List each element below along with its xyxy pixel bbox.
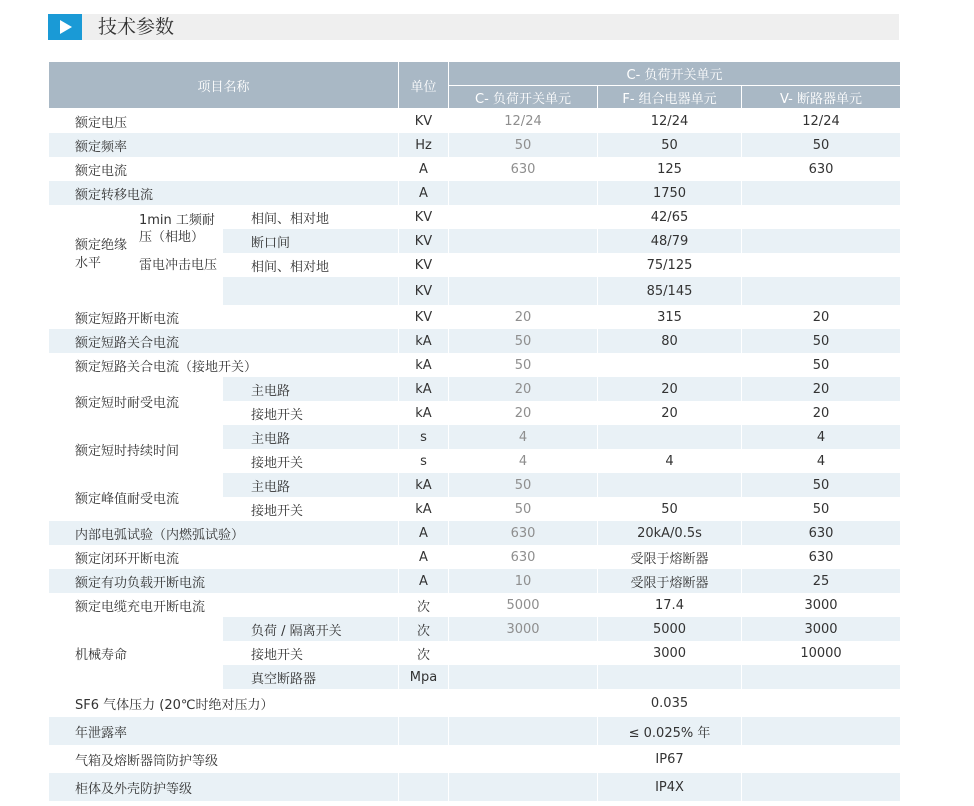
row-label: 额定峰值耐受电流 — [49, 473, 223, 521]
table-row — [49, 717, 901, 745]
unit-cell: A — [399, 157, 449, 181]
c-cell — [449, 641, 598, 665]
table-row — [49, 205, 901, 229]
sub-label: 主电路 — [223, 473, 399, 497]
row-label: 气箱及熔断器筒防护等级 — [49, 745, 399, 773]
unit-cell: 次 — [399, 617, 449, 641]
f-cell: 12/24 — [598, 109, 742, 134]
f-cell: 4 — [598, 449, 742, 473]
table-row — [49, 157, 901, 181]
v-cell — [742, 277, 901, 305]
f-cell: 50 — [598, 133, 742, 157]
sub-label: 负荷 / 隔离开关 — [223, 617, 399, 641]
table-row — [49, 425, 901, 449]
v-cell: 3000 — [742, 617, 901, 641]
table-row — [49, 329, 901, 353]
f-cell: 315 — [598, 305, 742, 329]
table-row — [49, 745, 901, 773]
row-label: 额定频率 — [49, 133, 399, 157]
spec-table — [48, 61, 901, 801]
v-cell — [742, 181, 901, 205]
sub-label: 接地开关 — [223, 497, 399, 521]
table-row — [49, 569, 901, 593]
f-cell: 85/145 — [598, 277, 742, 305]
table-row — [49, 473, 901, 497]
f-cell: 42/65 — [598, 205, 742, 229]
row-label: 额定短路关合电流 — [49, 329, 399, 353]
table-row — [49, 133, 901, 157]
header-unit: 单位 — [399, 62, 449, 109]
row-label: 额定闭环开断电流 — [49, 545, 399, 569]
c-cell: 10 — [449, 569, 598, 593]
f-cell: 50 — [598, 497, 742, 521]
table-row — [49, 593, 901, 617]
row-label: 年泄露率 — [49, 717, 399, 745]
unit-cell: kA — [399, 329, 449, 353]
row-label: 额定电流 — [49, 157, 399, 181]
f-cell: ≤ 0.025% 年 — [598, 717, 742, 745]
row-label: 额定短路开断电流 — [49, 305, 399, 329]
row-label: 额定短路关合电流（接地开关） — [49, 353, 399, 377]
sub-label: 主电路 — [223, 377, 399, 401]
row-label: 额定短时持续时间 — [49, 425, 223, 473]
v-cell: 630 — [742, 545, 901, 569]
row-label: SF6 气体压力 (20℃时绝对压力） — [49, 689, 399, 717]
f-cell: IP4X — [598, 773, 742, 801]
v-cell — [742, 745, 901, 773]
sub-sub-label: 相间、相对地 — [223, 253, 399, 277]
unit-cell: A — [399, 181, 449, 205]
sub-sub-label: 相间、相对地 — [223, 205, 399, 229]
row-label: 额定短时耐受电流 — [49, 377, 223, 425]
c-cell: 50 — [449, 353, 598, 377]
unit-cell: A — [399, 521, 449, 545]
section-title: 技术参数 — [98, 16, 175, 38]
row-label: 柜体及外壳防护等级 — [49, 773, 399, 801]
play-arrow-icon — [48, 14, 82, 40]
f-cell: 75/125 — [598, 253, 742, 277]
c-cell — [449, 773, 598, 801]
row-label: 额定有功负载开断电流 — [49, 569, 399, 593]
f-cell: 48/79 — [598, 229, 742, 253]
unit-cell: kA — [399, 473, 449, 497]
f-cell: 125 — [598, 157, 742, 181]
header-col-f: F- 组合电器单元 — [598, 86, 742, 109]
f-cell: IP67 — [598, 745, 742, 773]
row-label: 内部电弧试验（内燃弧试验） — [49, 521, 399, 545]
c-cell: 50 — [449, 473, 598, 497]
unit-cell: A — [399, 545, 449, 569]
c-cell — [449, 689, 598, 717]
f-cell: 3000 — [598, 641, 742, 665]
c-cell — [449, 229, 598, 253]
v-cell: 25 — [742, 569, 901, 593]
sub-label: 真空断路器 — [223, 665, 399, 689]
f-cell: 受限于熔断器 — [598, 545, 742, 569]
unit-cell: KV — [399, 205, 449, 229]
f-cell: 80 — [598, 329, 742, 353]
v-cell: 20 — [742, 377, 901, 401]
c-cell — [449, 277, 598, 305]
unit-cell: KV — [399, 253, 449, 277]
v-cell — [742, 253, 901, 277]
v-cell: 4 — [742, 425, 901, 449]
unit-cell: 次 — [399, 593, 449, 617]
c-cell: 630 — [449, 545, 598, 569]
unit-cell: kA — [399, 401, 449, 425]
f-cell — [598, 353, 742, 377]
f-cell: 17.4 — [598, 593, 742, 617]
v-cell: 20 — [742, 305, 901, 329]
unit-cell: A — [399, 569, 449, 593]
row-label: 额定电压 — [49, 109, 399, 134]
table-row — [49, 253, 901, 277]
v-cell: 3000 — [742, 593, 901, 617]
unit-cell — [399, 745, 449, 773]
f-cell: 0.035 — [598, 689, 742, 717]
c-cell — [449, 665, 598, 689]
section-title-bar — [48, 14, 899, 40]
table-row — [49, 181, 901, 205]
table-row — [49, 773, 901, 801]
sub-label: 接地开关 — [223, 401, 399, 425]
sub-label: 接地开关 — [223, 641, 399, 665]
v-cell: 10000 — [742, 641, 901, 665]
unit-cell: KV — [399, 229, 449, 253]
c-cell — [449, 205, 598, 229]
row-label: 额定绝缘水平 — [49, 205, 135, 305]
unit-cell: KV — [399, 305, 449, 329]
c-cell: 50 — [449, 329, 598, 353]
c-cell: 4 — [449, 425, 598, 449]
table-row — [49, 305, 901, 329]
unit-cell — [399, 773, 449, 801]
f-cell — [598, 425, 742, 449]
sub-label: 接地开关 — [223, 449, 399, 473]
sub-sub-label — [223, 277, 399, 305]
header-item-name: 项目名称 — [49, 62, 399, 109]
v-cell — [742, 665, 901, 689]
c-cell: 4 — [449, 449, 598, 473]
c-cell: 50 — [449, 133, 598, 157]
unit-cell: s — [399, 449, 449, 473]
v-cell — [742, 229, 901, 253]
c-cell: 630 — [449, 157, 598, 181]
unit-cell: KV — [399, 277, 449, 305]
sub-label: 1min 工频耐压（相地） — [135, 205, 223, 253]
c-cell: 20 — [449, 401, 598, 425]
c-cell: 50 — [449, 497, 598, 521]
f-cell: 20 — [598, 377, 742, 401]
c-cell: 12/24 — [449, 109, 598, 134]
row-label: 机械寿命 — [49, 617, 223, 689]
v-cell: 630 — [742, 157, 901, 181]
unit-cell: KV — [399, 109, 449, 134]
table-row — [49, 353, 901, 377]
v-cell: 630 — [742, 521, 901, 545]
table-row — [49, 617, 901, 641]
c-cell — [449, 745, 598, 773]
f-cell — [598, 665, 742, 689]
table-row — [49, 377, 901, 401]
table-row — [49, 689, 901, 717]
table-row — [49, 521, 901, 545]
unit-cell: Mpa — [399, 665, 449, 689]
row-label: 额定转移电流 — [49, 181, 399, 205]
unit-cell: Hz — [399, 133, 449, 157]
v-cell: 4 — [742, 449, 901, 473]
v-cell — [742, 717, 901, 745]
v-cell: 12/24 — [742, 109, 901, 134]
v-cell: 50 — [742, 133, 901, 157]
f-cell — [598, 473, 742, 497]
unit-cell: s — [399, 425, 449, 449]
header-col-c: C- 负荷开关单元 — [449, 86, 598, 109]
f-cell: 1750 — [598, 181, 742, 205]
v-cell — [742, 205, 901, 229]
sub-label: 雷电冲击电压 — [135, 253, 223, 305]
table-row — [49, 545, 901, 569]
c-cell — [449, 717, 598, 745]
c-cell — [449, 181, 598, 205]
v-cell: 50 — [742, 473, 901, 497]
c-cell: 630 — [449, 521, 598, 545]
v-cell: 50 — [742, 497, 901, 521]
f-cell: 20 — [598, 401, 742, 425]
row-label: 额定电缆充电开断电流 — [49, 593, 399, 617]
c-cell: 5000 — [449, 593, 598, 617]
unit-cell: kA — [399, 353, 449, 377]
f-cell: 5000 — [598, 617, 742, 641]
unit-cell: kA — [399, 497, 449, 521]
table-row — [49, 109, 901, 134]
unit-cell — [399, 689, 449, 717]
v-cell — [742, 689, 901, 717]
c-cell: 3000 — [449, 617, 598, 641]
f-cell: 受限于熔断器 — [598, 569, 742, 593]
v-cell: 20 — [742, 401, 901, 425]
header-group: C- 负荷开关单元 — [449, 62, 901, 86]
sub-sub-label: 断口间 — [223, 229, 399, 253]
unit-cell: 次 — [399, 641, 449, 665]
sub-label: 主电路 — [223, 425, 399, 449]
unit-cell: kA — [399, 377, 449, 401]
unit-cell — [399, 717, 449, 745]
c-cell: 20 — [449, 377, 598, 401]
f-cell: 20kA/0.5s — [598, 521, 742, 545]
c-cell: 20 — [449, 305, 598, 329]
header-col-v: V- 断路器单元 — [742, 86, 901, 109]
v-cell: 50 — [742, 329, 901, 353]
v-cell — [742, 773, 901, 801]
c-cell — [449, 253, 598, 277]
v-cell: 50 — [742, 353, 901, 377]
